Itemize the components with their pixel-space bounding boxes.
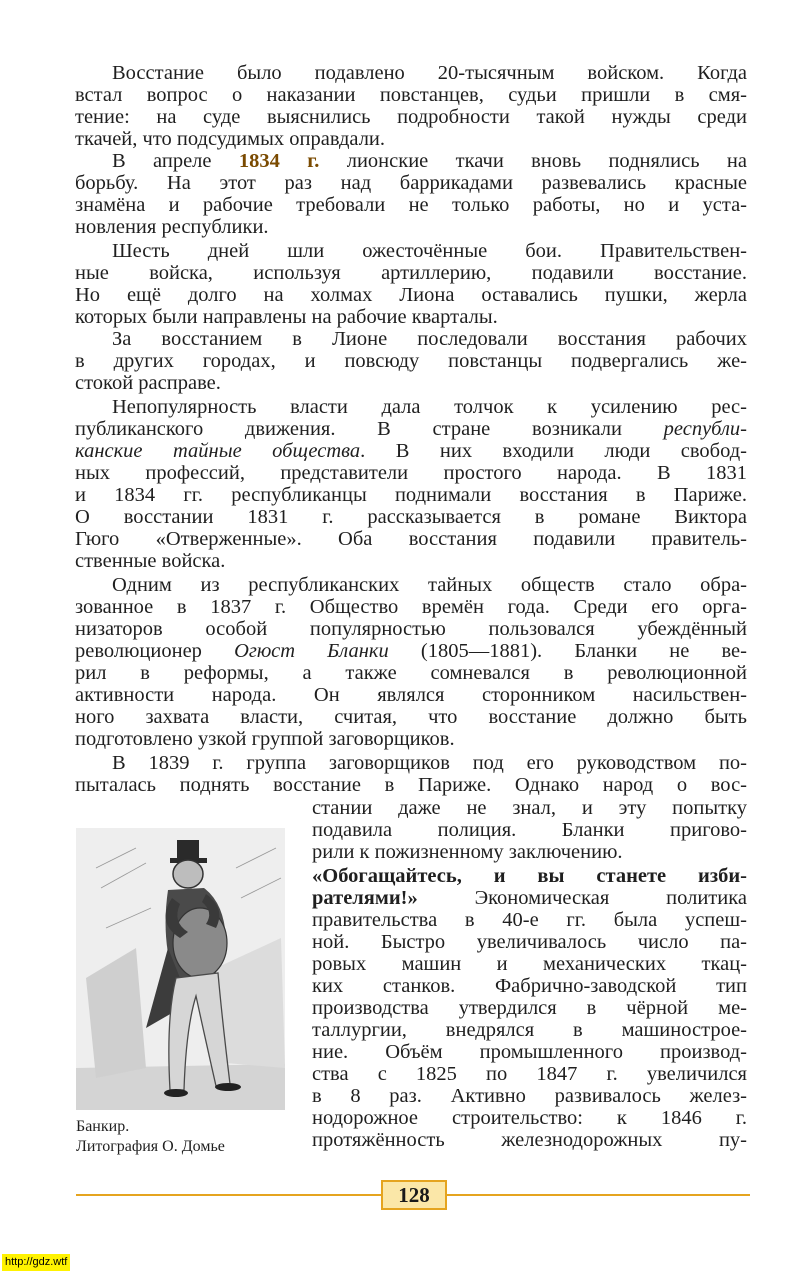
text-line: активности народа. Он являлся сторонником насильствен- bbox=[75, 684, 747, 706]
banker-lithograph bbox=[76, 828, 285, 1110]
text-line: стании даже не знал, и эту попытку bbox=[312, 797, 747, 819]
text-line: производства утвердился в чёрной ме- bbox=[312, 997, 747, 1019]
figure-caption-credit: Литография О. Домье bbox=[76, 1138, 225, 1155]
section-heading: «Обогащайтесь, и вы станете изби- bbox=[312, 865, 747, 887]
text-line: борьбу. На этот раз над баррикадами развевались красные bbox=[75, 172, 747, 194]
text-line: Одним из республиканских тайных обществ стало обра- bbox=[112, 574, 747, 596]
figure-caption-title: Банкир. bbox=[76, 1118, 130, 1135]
text-line: Но ещё долго на холмах Лиона оставались пушки, жерла bbox=[75, 284, 747, 306]
text-line: В 1839 г. группа заговорщиков под его руководством по- bbox=[112, 752, 747, 774]
footer-rule-left bbox=[76, 1194, 381, 1196]
footer-rule-right bbox=[447, 1194, 750, 1196]
text-line: стокой расправе. bbox=[75, 372, 221, 394]
page-number: 128 bbox=[381, 1180, 447, 1210]
text-line: таллургии, внедрялся в машинострое- bbox=[312, 1019, 747, 1041]
italic-term: республи- bbox=[663, 418, 747, 440]
watermark-link[interactable]: http://gdz.wtf bbox=[2, 1254, 70, 1271]
text-line: нодорожное строительство: к 1846 г. bbox=[312, 1107, 747, 1129]
text-line: рил в реформы, а также сомневался в революционной bbox=[75, 662, 747, 684]
text-line: В апреле 1834 г. лионские ткачи вновь поднялись на bbox=[112, 150, 747, 172]
text-line: и 1834 гг. республиканцы поднимали восстания в Париже. bbox=[75, 484, 747, 506]
text-line: встал вопрос о наказании повстанцев, судьи пришли в смя- bbox=[75, 84, 747, 106]
text-line: ственные войска. bbox=[75, 550, 226, 572]
text-line: подготовлено узкой группой заговорщиков. bbox=[75, 728, 455, 750]
text-line: тение: на суде выяснились подробности такой нужды среди bbox=[75, 106, 747, 128]
text-line: рателями!» Экономическая политика bbox=[312, 887, 747, 909]
text-line: ства с 1825 по 1847 г. увеличился bbox=[312, 1063, 747, 1085]
text-line: рили к пожизненному заключению. bbox=[312, 841, 623, 863]
text-line: в других городах, и повсюду повстанцы подвергались же- bbox=[75, 350, 747, 372]
date-highlight: 1834 г. bbox=[238, 150, 320, 172]
text-line: ной. Быстро увеличивалось число па- bbox=[312, 931, 747, 953]
text-line: революционер Огюст Бланки (1805—1881). Бланки не ве- bbox=[75, 640, 747, 662]
text-line: подавила полиция. Бланки пригово- bbox=[312, 819, 747, 841]
text-line: О восстании 1831 г. рассказывается в романе Виктора bbox=[75, 506, 747, 528]
text-line: ного захвата власти, считая, что восстание должно быть bbox=[75, 706, 747, 728]
text-line: канские тайные общества. В них входили люди свобод- bbox=[75, 440, 747, 462]
italic-term: канские тайные общества bbox=[75, 440, 361, 462]
text-line: За восстанием в Лионе последовали восстания рабочих bbox=[112, 328, 747, 350]
text-line: которых были направлены на рабочие кварталы. bbox=[75, 306, 498, 328]
text-line: Восстание было подавлено 20-тысячным войском. Когда bbox=[112, 62, 747, 84]
text-line: Шесть дней шли ожесточённые бои. Правительствен- bbox=[112, 240, 747, 262]
text-line: ких станков. Фабрично-заводской тип bbox=[312, 975, 747, 997]
text-line: ные войска, используя артиллерию, подавили восстание. bbox=[75, 262, 747, 284]
banker-illustration bbox=[76, 828, 285, 1110]
text-line: зованное в 1837 г. Общество времён года. Среди его орга- bbox=[75, 596, 747, 618]
text-line: ткачей, что подсудимых оправдали. bbox=[75, 128, 386, 150]
text-line: пыталась поднять восстание в Париже. Однако народ о вос- bbox=[75, 774, 747, 796]
text-line: протяжённость железнодорожных пу- bbox=[312, 1129, 747, 1151]
text-line: новления республики. bbox=[75, 216, 269, 238]
italic-name: Огюст Бланки bbox=[234, 640, 389, 662]
text-line: Непопулярность власти дала толчок к усилению рес- bbox=[112, 396, 747, 418]
text-line: Гюго «Отверженные». Оба восстания подавили правитель- bbox=[75, 528, 747, 550]
text-line: публиканского движения. В стране возникали республи- bbox=[75, 418, 747, 440]
text-line: правительства в 40-е гг. была успеш- bbox=[312, 909, 747, 931]
text-line: знамёна и рабочие требовали не только работы, но и уста- bbox=[75, 194, 747, 216]
text-line: ных профессий, представители простого народа. В 1831 bbox=[75, 462, 747, 484]
text-line: ровых машин и механических ткац- bbox=[312, 953, 747, 975]
text-line: низаторов особой популярностью пользовался убеждённый bbox=[75, 618, 747, 640]
text-line: в 8 раз. Активно развивалось желез- bbox=[312, 1085, 747, 1107]
text-line: ние. Объём промышленного производ- bbox=[312, 1041, 747, 1063]
